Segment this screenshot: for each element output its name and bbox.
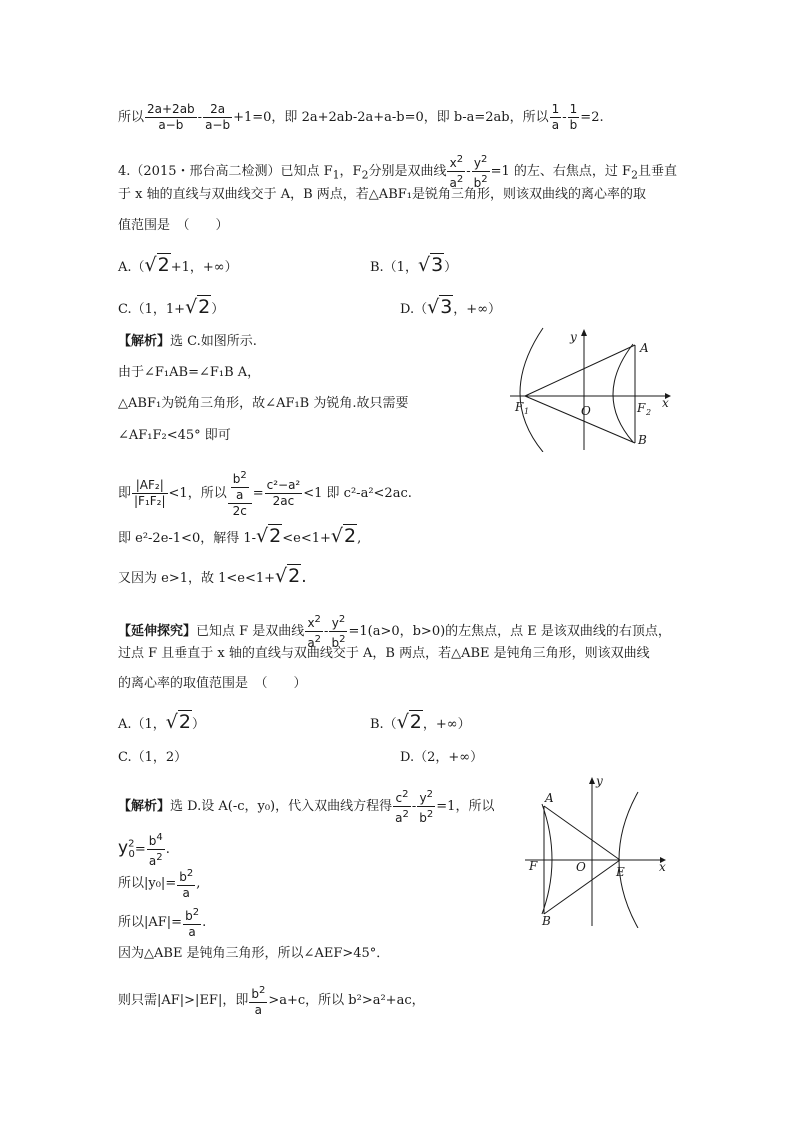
sqrt: √2 bbox=[165, 711, 191, 733]
subscript: 2 bbox=[361, 168, 369, 182]
numerator bbox=[249, 983, 267, 1003]
sqrt: √2 bbox=[144, 254, 170, 276]
text: 已知点 F 是双曲线 bbox=[196, 624, 305, 639]
denominator: 2c bbox=[232, 504, 247, 518]
denominator: |F₁F₂| bbox=[134, 494, 166, 508]
superscript: 2 bbox=[156, 852, 163, 863]
fraction bbox=[231, 468, 249, 503]
label-a: A bbox=[640, 341, 649, 355]
question-4-line-3: 值范围是 （ ） bbox=[118, 218, 229, 233]
radicand: 2 bbox=[269, 525, 282, 547]
text: b bbox=[419, 811, 427, 825]
radicand: 2 bbox=[198, 296, 211, 318]
denominator: a bbox=[188, 925, 196, 939]
solution-1-line-3: △ABF₁为锐角三角形，故∠AF₁B 为锐角.故只需要 bbox=[118, 396, 409, 411]
superscript: 4 bbox=[156, 832, 163, 843]
option-b bbox=[370, 255, 457, 278]
text: 所以|AF|= bbox=[118, 915, 183, 930]
question-4-line-2: 于 x 轴的直线与双曲线交于 A，B 两点，若△ABF₁是锐角三角形，则该双曲线的离心率的取 bbox=[118, 187, 646, 202]
label-e: E bbox=[616, 865, 625, 879]
text: +1=0，即 2a+2ab-2a+a-b=0，即 b-a=2ab，所以 bbox=[233, 110, 549, 125]
text: 4.（2015・邢台高二检测）已知点 F bbox=[118, 164, 333, 179]
fraction bbox=[568, 102, 580, 133]
solution-1-line-4: ∠AF₁F₂<45° 即可 bbox=[118, 428, 231, 443]
hyperbola-figure-1 bbox=[505, 326, 675, 452]
solution-1-line-1 bbox=[118, 332, 257, 352]
subscript: 2 bbox=[631, 168, 638, 182]
fraction bbox=[183, 905, 201, 940]
text: - bbox=[197, 110, 203, 125]
denominator: a−b bbox=[158, 118, 184, 132]
superscript: 2 bbox=[128, 838, 135, 850]
numerator: 2a+2ab bbox=[147, 102, 195, 116]
text: ） bbox=[192, 717, 206, 732]
extension-line-2: 过点 F 且垂直于 x 轴的直线与双曲线交于 A，B 两点，若△ABE 是钝角三角形，则该双曲线 bbox=[118, 646, 650, 661]
superscript: 2 bbox=[456, 174, 464, 185]
fraction bbox=[203, 102, 232, 133]
text: a bbox=[307, 636, 315, 650]
solution-2-line-4 bbox=[118, 905, 206, 940]
superscript: 2 bbox=[456, 154, 464, 165]
text: <1，所以 bbox=[168, 486, 227, 501]
text: y bbox=[473, 156, 481, 170]
segment-a-e bbox=[544, 806, 620, 860]
solution-2-line-5: 因为△ABE 是钝角三角形，所以∠AEF>45°． bbox=[118, 946, 390, 961]
text: b bbox=[251, 987, 259, 1001]
solution-1-line-2: 由于∠F₁AB=∠F₁B A， bbox=[118, 365, 261, 380]
text: x bbox=[307, 616, 315, 630]
numerator bbox=[472, 152, 490, 172]
text: x bbox=[449, 156, 457, 170]
numerator: 1 bbox=[569, 102, 578, 116]
text: = bbox=[252, 486, 264, 501]
text: b bbox=[232, 472, 241, 486]
text: =2. bbox=[580, 110, 604, 125]
ext-option-b bbox=[370, 712, 471, 735]
solution-1-line-5 bbox=[118, 468, 412, 519]
text: <e<1+ bbox=[282, 531, 331, 546]
radicand: 2 bbox=[288, 565, 301, 587]
radicand: 2 bbox=[157, 254, 170, 276]
fraction bbox=[417, 787, 435, 826]
text: - bbox=[466, 164, 471, 179]
numerator: 2a bbox=[203, 102, 232, 118]
subscript: 1 bbox=[332, 168, 340, 182]
radicand: 2 bbox=[178, 711, 191, 733]
text: b bbox=[179, 870, 187, 884]
denominator: a bbox=[182, 886, 190, 900]
text: 所以|y₀|= bbox=[118, 876, 177, 891]
text: <1 即 c²-a²<2ac. bbox=[303, 486, 412, 501]
text: =1 的左、右焦点，过 F bbox=[490, 164, 632, 179]
numerator bbox=[447, 152, 465, 172]
sqrt: √3 bbox=[427, 296, 453, 318]
label-f2: F bbox=[637, 401, 646, 415]
text: . bbox=[165, 842, 170, 857]
text: = bbox=[134, 842, 146, 857]
denominator: 2ac bbox=[272, 494, 295, 508]
text: =1(a>0，b>0)的左焦点，点 E 是该双曲线的右顶点， bbox=[348, 624, 671, 639]
solution-tag: 【解析】 bbox=[118, 334, 171, 349]
label-a: A bbox=[545, 791, 554, 805]
numerator bbox=[417, 787, 435, 807]
text: ） bbox=[444, 260, 458, 275]
ext-option-c: C.（1，2） bbox=[118, 750, 188, 765]
solution-1-line-6 bbox=[118, 526, 361, 549]
superscript: 2 bbox=[402, 809, 409, 820]
label-o: O bbox=[581, 404, 591, 418]
extension-tag: 【延伸探究】 bbox=[118, 624, 197, 639]
solution-2-line-2 bbox=[118, 830, 170, 869]
option-a bbox=[118, 255, 238, 278]
fraction bbox=[145, 102, 197, 133]
solution-tag: 【解析】 bbox=[118, 799, 171, 814]
segment-f1-a bbox=[525, 345, 635, 396]
text: y bbox=[118, 838, 129, 858]
text: a bbox=[449, 176, 457, 190]
fraction bbox=[132, 478, 168, 509]
numerator bbox=[228, 468, 252, 504]
text: A.（ bbox=[118, 260, 145, 275]
fraction bbox=[177, 866, 195, 901]
superscript: 2 bbox=[314, 614, 321, 625]
extension-line-3: 的离心率的取值范围是 （ ） bbox=[118, 676, 307, 691]
text: 则只需|AF|>|EF|，即 bbox=[118, 993, 249, 1008]
text: B.（1， bbox=[370, 260, 418, 275]
text: 分别是双曲线 bbox=[368, 164, 447, 179]
numerator: 1 bbox=[551, 102, 560, 116]
superscript: 2 bbox=[481, 174, 488, 185]
denominator bbox=[393, 807, 411, 826]
text: . bbox=[301, 567, 307, 587]
solution-2-line-6 bbox=[118, 983, 425, 1018]
hyperbola-figure-2 bbox=[520, 772, 675, 928]
numerator: c²−a² bbox=[266, 478, 301, 492]
subscript: 0 bbox=[128, 849, 135, 861]
text: y bbox=[331, 616, 339, 630]
text: - bbox=[411, 799, 417, 814]
numerator bbox=[177, 866, 195, 886]
numerator bbox=[231, 468, 249, 488]
superscript: 2 bbox=[258, 985, 266, 996]
numerator bbox=[183, 905, 201, 925]
y0-squared bbox=[118, 838, 135, 861]
radicand: 2 bbox=[344, 525, 357, 547]
text: >a+c，所以 b²>a²+ac， bbox=[268, 993, 425, 1008]
text: b bbox=[473, 176, 482, 190]
denominator: b bbox=[569, 118, 578, 132]
denominator: a bbox=[236, 488, 244, 502]
text: 所以 bbox=[118, 110, 145, 125]
numerator bbox=[147, 830, 165, 850]
label-x: x bbox=[662, 396, 669, 410]
text: ，F bbox=[339, 164, 362, 179]
text: B.（ bbox=[370, 717, 397, 732]
superscript: 2 bbox=[338, 614, 346, 625]
label-x: x bbox=[659, 860, 666, 874]
label-f1: F bbox=[515, 400, 524, 414]
numerator bbox=[305, 612, 323, 632]
superscript: 2 bbox=[240, 470, 247, 481]
text: b bbox=[148, 834, 157, 848]
fraction bbox=[228, 468, 252, 519]
label-f1-sub: 1 bbox=[524, 407, 530, 416]
text: ，+∞） bbox=[453, 302, 502, 317]
text: - bbox=[562, 110, 567, 125]
text: +1，+∞） bbox=[170, 260, 238, 275]
label-f2-sub: 2 bbox=[646, 408, 652, 417]
right-branch bbox=[613, 344, 633, 442]
label-y: y bbox=[570, 330, 577, 344]
text: , bbox=[196, 876, 201, 891]
superscript: 2 bbox=[339, 634, 346, 645]
sqrt: √2 bbox=[185, 296, 211, 318]
superscript: 2 bbox=[426, 809, 434, 820]
sqrt: √2 bbox=[330, 525, 357, 547]
radicand: 3 bbox=[440, 296, 453, 318]
text: c bbox=[395, 791, 403, 805]
solution-2-line-3 bbox=[118, 866, 200, 901]
superscript: 2 bbox=[314, 634, 322, 645]
y-axis-arrow bbox=[581, 329, 587, 336]
text: ，+∞） bbox=[422, 717, 471, 732]
denominator: a bbox=[551, 118, 560, 132]
y-axis-arrow bbox=[589, 777, 595, 784]
superscript: 2 bbox=[192, 907, 200, 918]
label-b: B bbox=[638, 433, 647, 447]
text: - bbox=[324, 624, 329, 639]
text: ） bbox=[211, 302, 225, 317]
numerator bbox=[393, 787, 411, 807]
text: a bbox=[148, 854, 157, 868]
text: 且垂直 bbox=[637, 164, 677, 179]
denominator: a−b bbox=[205, 118, 231, 132]
label-o: O bbox=[576, 860, 586, 874]
superscript: 2 bbox=[426, 789, 434, 800]
text: =1，所以 bbox=[436, 799, 495, 814]
sqrt: √2 bbox=[256, 525, 282, 547]
text: C.（1，1+ bbox=[118, 302, 186, 317]
label-y: y bbox=[596, 774, 603, 788]
superscript: 2 bbox=[480, 154, 488, 165]
superscript: 2 bbox=[402, 789, 409, 800]
text: b bbox=[185, 909, 193, 923]
sqrt: √2 bbox=[396, 711, 422, 733]
fraction bbox=[393, 787, 411, 826]
option-c bbox=[118, 297, 224, 320]
sqrt: √3 bbox=[417, 254, 444, 276]
solution-2-line-1 bbox=[118, 787, 494, 826]
text: 即 e²-2e-1<0，解得 1- bbox=[118, 531, 257, 546]
numerator: |AF₂| bbox=[132, 478, 168, 494]
text: a bbox=[395, 811, 403, 825]
fraction bbox=[147, 830, 165, 869]
fraction bbox=[550, 102, 562, 133]
text: 选 D.设 A(-c，y₀)，代入双曲线方程得 bbox=[170, 799, 393, 814]
text: , bbox=[357, 531, 362, 546]
solution-1-line-7 bbox=[118, 566, 307, 589]
radicand: 2 bbox=[409, 711, 422, 733]
label-b: B bbox=[542, 914, 551, 928]
denominator bbox=[417, 807, 435, 826]
fraction bbox=[265, 478, 303, 509]
ext-option-d: D.（2，+∞） bbox=[400, 750, 484, 765]
sqrt: √2 bbox=[275, 565, 301, 587]
numerator bbox=[329, 612, 347, 632]
line-1 bbox=[118, 102, 604, 133]
text: A.（1， bbox=[118, 717, 166, 732]
text: D.（ bbox=[400, 302, 428, 317]
option-d bbox=[400, 297, 501, 320]
radicand: 3 bbox=[431, 254, 444, 276]
ext-option-a bbox=[118, 712, 205, 735]
denominator: a bbox=[254, 1003, 263, 1017]
superscript: 2 bbox=[186, 868, 194, 879]
text: 又因为 e>1，故 1<e<1+ bbox=[118, 571, 276, 586]
label-f: F bbox=[529, 859, 538, 873]
text: 即 bbox=[118, 486, 132, 501]
text: y bbox=[419, 791, 427, 805]
text: . bbox=[202, 915, 207, 930]
fraction bbox=[249, 983, 267, 1018]
text: 选 C.如图所示. bbox=[170, 334, 257, 349]
text: b bbox=[331, 636, 340, 650]
left-branch bbox=[520, 328, 543, 452]
